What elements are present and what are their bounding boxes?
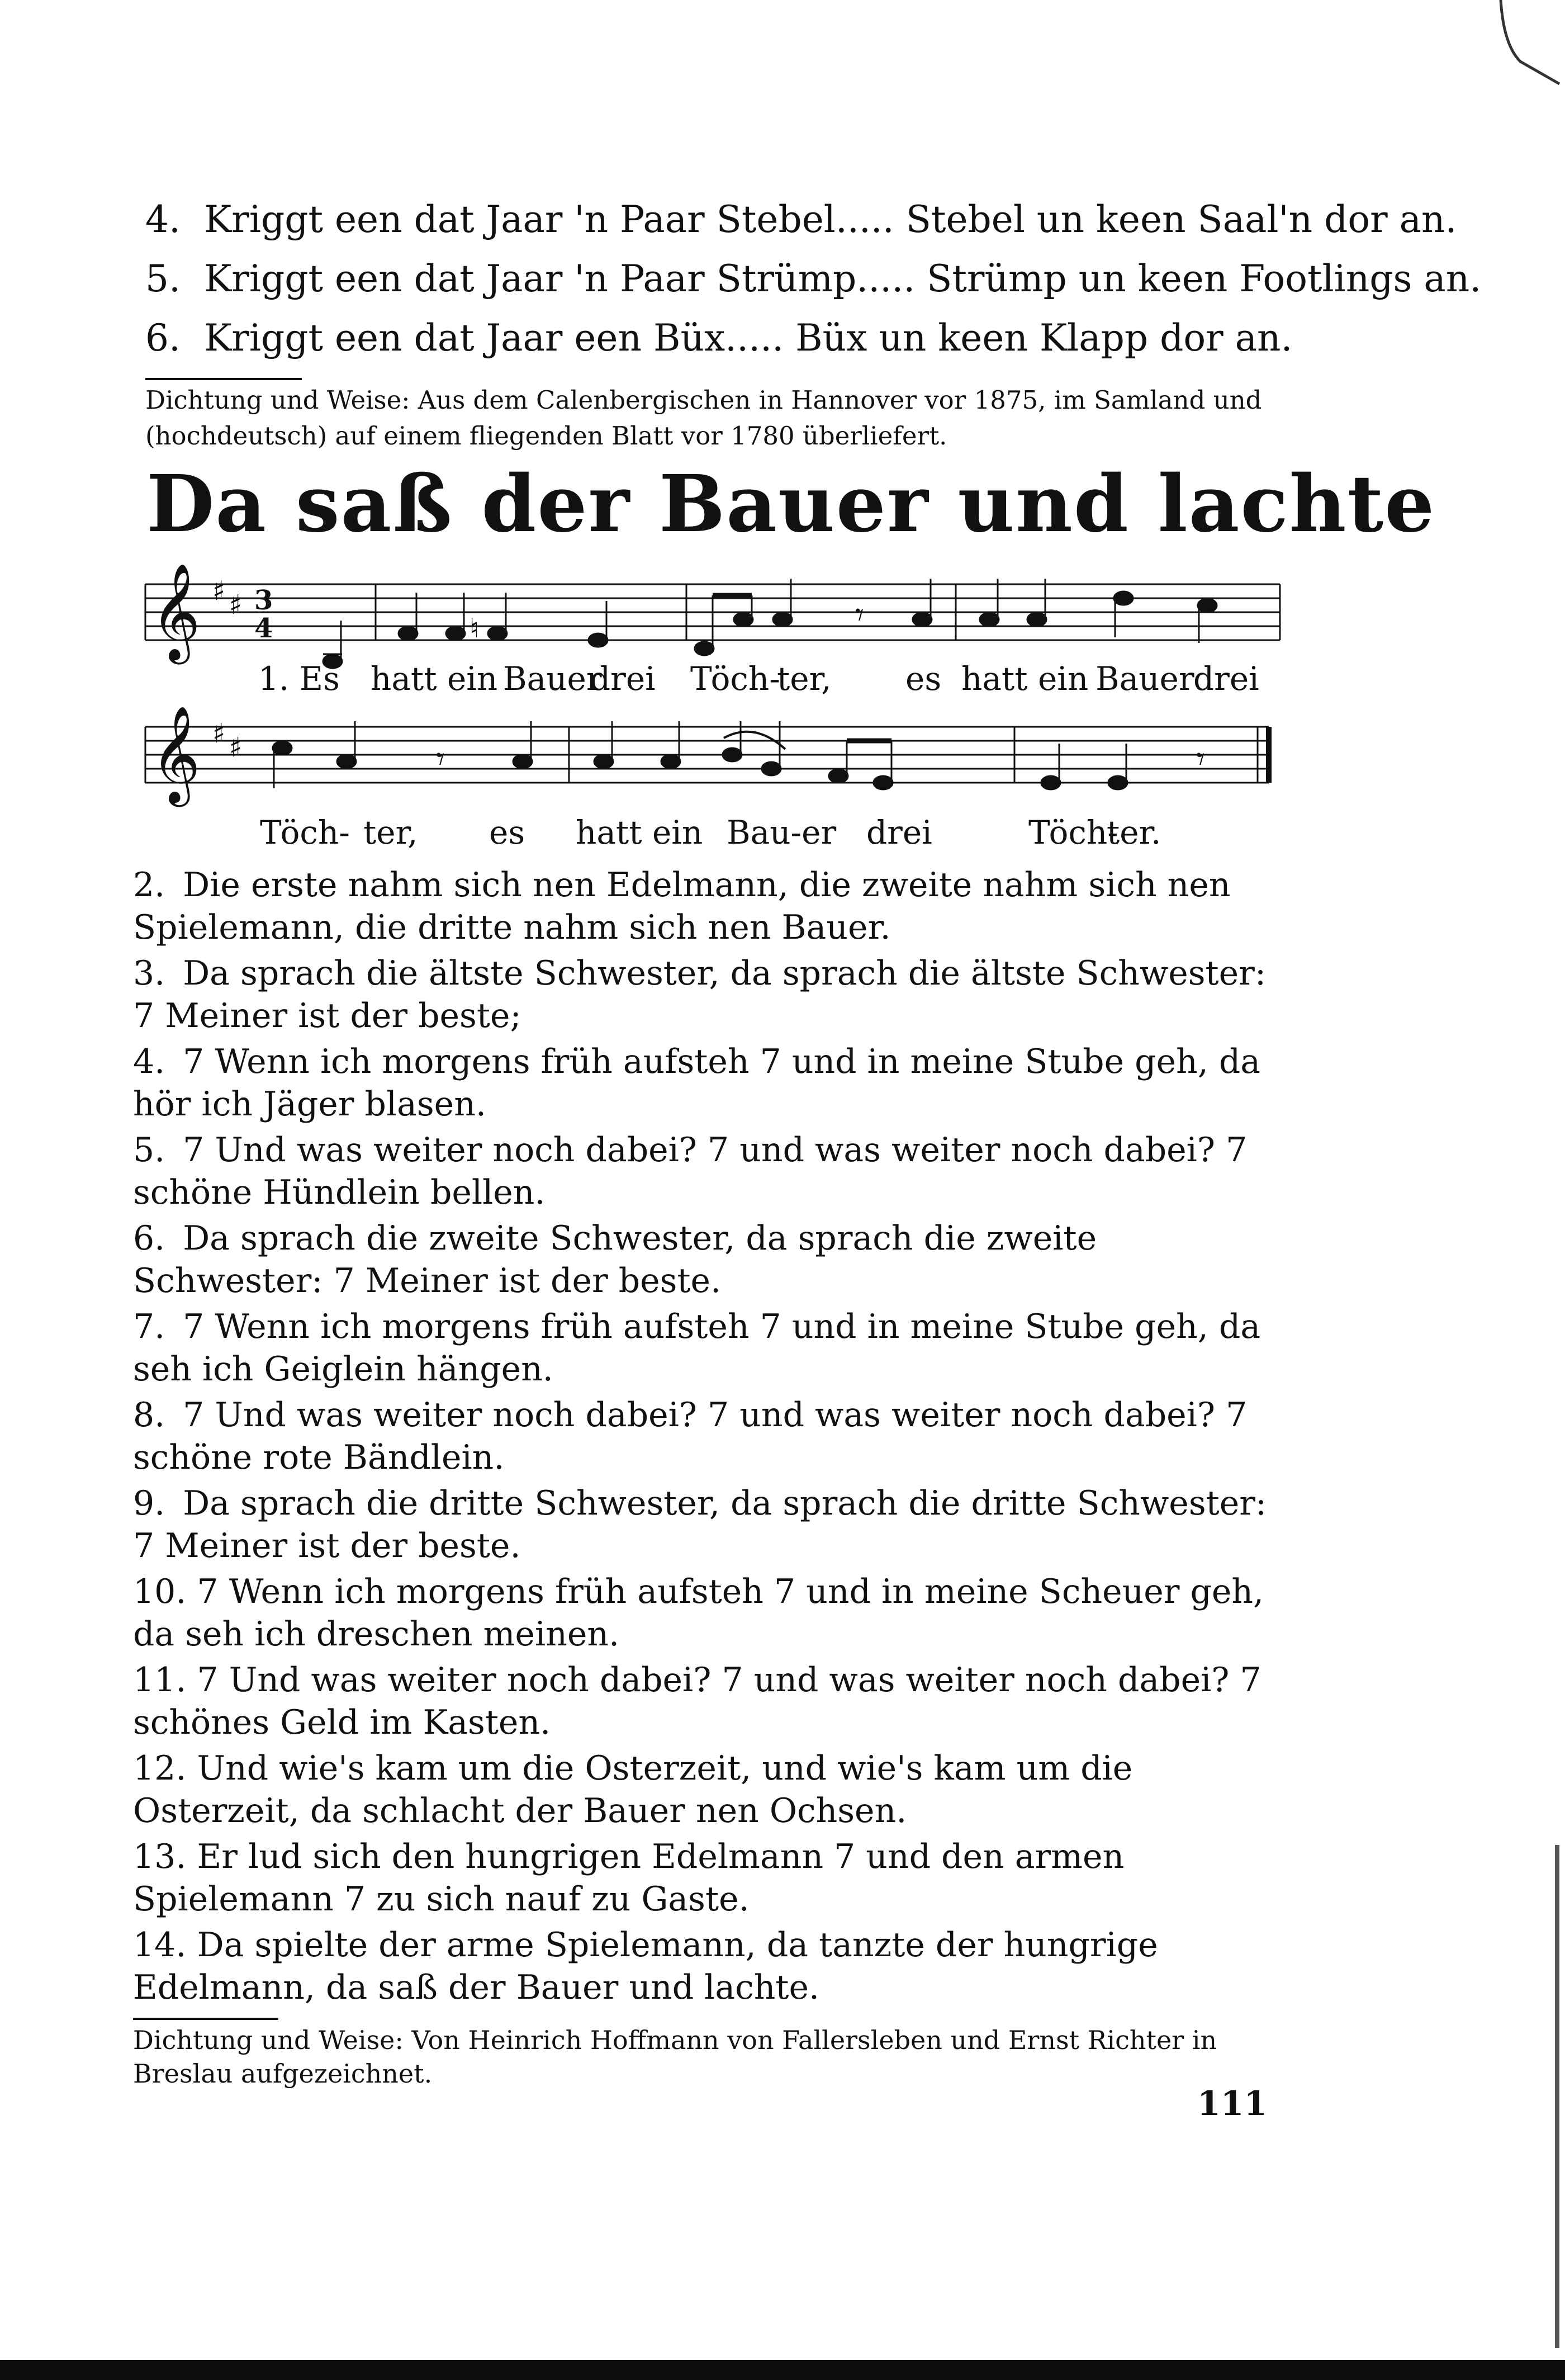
time-signature-top: 3 [254,585,273,616]
sharp-icon: ♯ [212,575,226,607]
verse-11: 11. 7 Und was weiter noch dabei? 7 und was weiter noch dabei? 7 schönes Geld im Kasten. [133,1660,1262,1742]
time-signature-bottom: 4 [254,613,273,644]
verse-8: 8. 7 Und was weiter noch dabei? 7 und was weiter noch dabei? 7 schöne rote Bändlein. [133,1395,1248,1477]
previous-verse-5: 5. Kriggt een dat Jaar 'n Paar Strümp..... Strümp un keen Footlings an. [145,257,1482,300]
verse-12: 12. Und wie's kam um die Osterzeit, und wie's kam um die Osterzeit, da schlacht der Bauer nen Ochsen. [133,1749,1133,1830]
verse-7: 7. 7 Wenn ich morgens früh aufsteh 7 und in meine Stube geh, da seh ich Geiglein hängen. [133,1307,1261,1389]
page-edge-shadow [1555,1845,1559,2348]
credit-divider [145,378,302,380]
eighth-rest-icon: 𝄾 [436,740,445,779]
previous-verse-4: 4. Kriggt een dat Jaar 'n Paar Stebel..... Stebel un keen Saal'n dor an. [145,198,1457,241]
treble-clef-icon: 𝄞 [151,706,201,803]
treble-clef-icon: 𝄞 [151,563,201,660]
lyric-syllable: hatt ein [576,813,703,851]
verse-10: 10. 7 Wenn ich morgens früh aufsteh 7 und in meine Scheuer geh, da seh ich dreschen meinen. [133,1572,1264,1654]
lyric-syllable: Töch- [260,813,350,851]
scan-bottom-edge [0,2360,1565,2380]
page-number: 111 [1197,2084,1268,2123]
lyric-syllable: Töch- [1028,813,1118,851]
lyric-syllable: ter. [1107,813,1161,851]
previous-song-verses [145,190,1482,454]
verse-9: 9. Da sprach die dritte Schwester, da sprach die dritte Schwester: 7 Meiner ist der beste. [133,1484,1267,1565]
lyric-syllable: Bauer [1096,660,1194,698]
verse-14: 14. Da spielte der arme Spielemann, da tanzte der hungrige Edelmann, da saß der Bauer und lachte. [133,1925,1158,2007]
verse-5: 5. 7 Und was weiter noch dabei? 7 und was weiter noch dabei? 7 schöne Hündlein bellen. [133,1130,1248,1212]
sharp-icon: ♯ [212,718,226,749]
staff-2 [145,727,1269,783]
eighth-rest-icon: 𝄾 [855,595,864,635]
lyric-syllable: hatt ein [371,660,498,698]
sharp-icon: ♯ [229,732,243,763]
sharp-icon: ♯ [229,589,243,621]
staff-1-notes [323,579,1217,668]
lyric-syllable: 1. Es [258,660,340,698]
lyric-syllable: es [905,660,942,698]
natural-sign-icon: ♮ [470,613,480,644]
lyric-syllable: Töch- [690,660,780,698]
credit-divider [133,2018,278,2020]
eighth-rest-icon: 𝄾 [1196,740,1205,779]
song-title: Da saß der Bauer und lachte [146,458,1436,550]
previous-verse-6: 6. Kriggt een dat Jaar een Büx..... Büx un keen Klapp dor an. [145,316,1293,359]
song-credit: Dichtung und Weise: Von Heinrich Hoffmann von Fallersleben und Ernst Richter in Breslau aufgezeichnet. [133,2025,1217,2089]
lyric-syllable: hatt ein [961,660,1089,698]
lyric-syllable: ter, [363,813,418,851]
verse-13: 13. Er lud sich den hungrigen Edelmann 7 und den armen Spielemann 7 zu sich nauf zu Gaste. [133,1837,1125,1919]
lyric-syllable: drei [1193,660,1259,698]
verse-2: 2. Die erste nahm sich nen Edelmann, die zweite nahm sich nen Spielemann, die dritte nahm sich nen Bauer. [133,865,1231,947]
lyric-syllable: Bau-er [727,813,837,851]
lyric-syllable: drei [866,813,932,851]
verse-3: 3. Da sprach die ältste Schwester, da sprach die ältste Schwester: 7 Meiner ist der beste; [133,954,1267,1035]
lyric-syllable: es [489,813,525,851]
sheet-music [134,553,1297,867]
lyric-syllable: Bauer [503,660,602,698]
verse-6: 6. Da sprach die zweite Schwester, da sprach die zweite Schwester: 7 Meiner ist der beste. [133,1219,1097,1300]
page-corner-mark [1498,0,1565,112]
lyric-syllable: ter, [777,660,832,698]
song-verses [133,864,1296,2090]
previous-song-credit: Dichtung und Weise: Aus dem Calenbergischen in Hannover vor 1875, im Samland und (hochdeutsch) auf einem fliegenden Blatt vor 1780 überliefert. [145,385,1262,451]
lyric-syllable: drei [590,660,656,698]
verse-4: 4. 7 Wenn ich morgens früh aufsteh 7 und in meine Stube geh, da hör ich Jäger blasen. [133,1042,1261,1124]
